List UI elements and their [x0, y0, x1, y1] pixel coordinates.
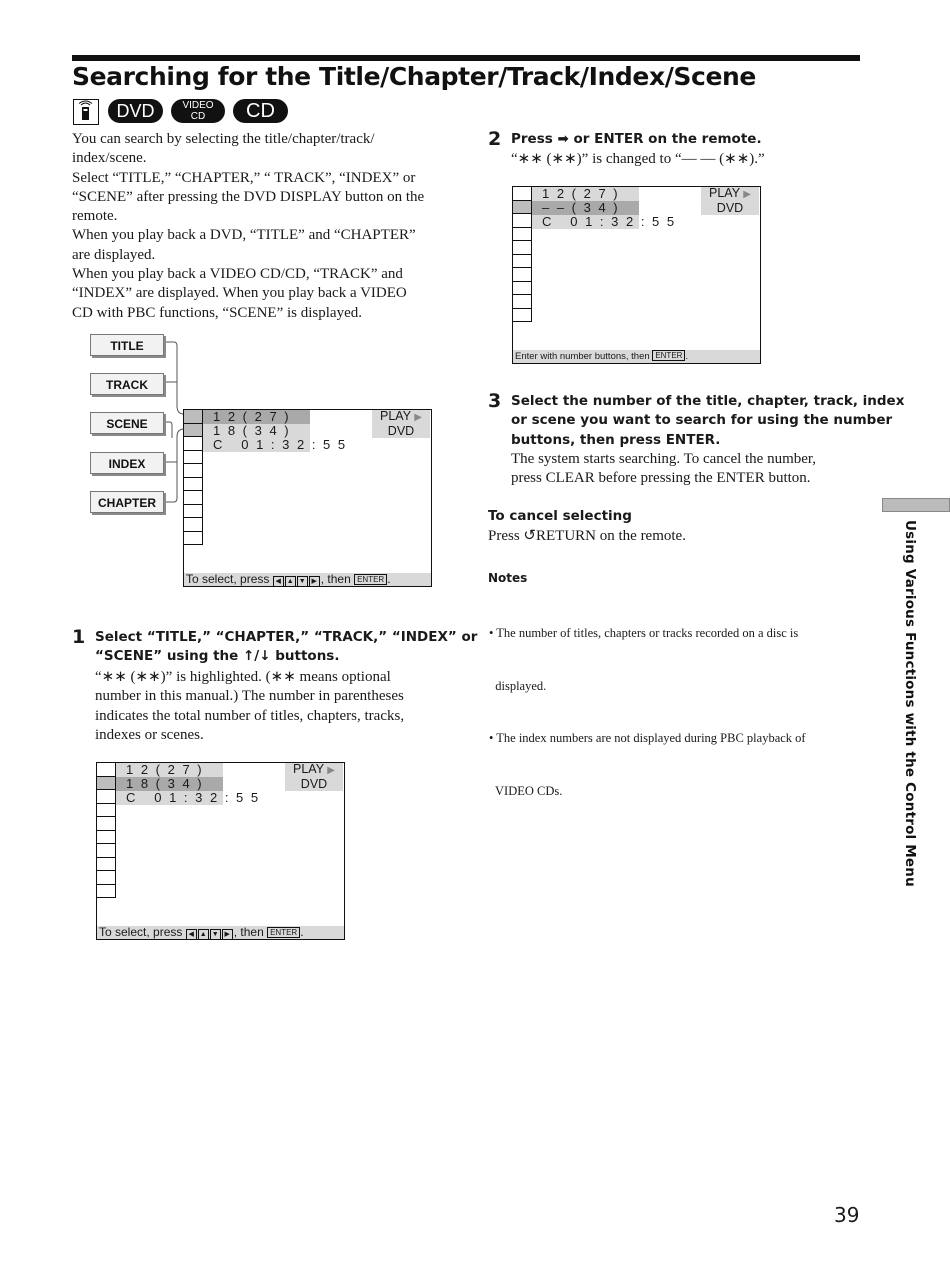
step-number: 3 [488, 390, 502, 412]
chapter-line: 1 8 ( 3 4 ) [203, 424, 310, 438]
intro-line: are displayed. [72, 246, 156, 263]
video-cd-badge-line1: VIDEO [182, 100, 214, 111]
step3-body-line: The system starts searching. To cancel the number, [511, 451, 817, 467]
note-line: • The number of titles, chapters or tracks recorded on a disc is [489, 626, 799, 640]
step1-heading-line: “SCENE” using the ↑/↓ buttons. [95, 648, 340, 665]
up-arrow-key-icon: ▲ [285, 576, 296, 587]
down-arrow-key-icon: ▼ [210, 929, 221, 940]
video-cd-badge [171, 99, 225, 123]
up-arrow-key-icon: ▲ [198, 929, 209, 940]
step2-heading: Press ➡ or ENTER on the remote. [511, 131, 762, 147]
index-button: INDEX [90, 452, 164, 474]
notes-list [489, 590, 806, 818]
chapter-line: – – ( 3 4 ) [532, 201, 639, 215]
step3-heading-line: Select the number of the title, chapter, track, index [511, 393, 905, 409]
hint-text: , then [233, 925, 264, 939]
note-line: VIDEO CDs. [489, 783, 563, 798]
mode-label: DVD [716, 200, 744, 215]
menu-icon-column [97, 763, 116, 898]
intro-line: You can search by selecting the title/chapter/track/ [72, 131, 375, 147]
hint-text: , then [320, 572, 351, 586]
step2-body: “∗∗ (∗∗)” is changed to “— — (∗∗).” [511, 151, 765, 167]
hint-period: . [387, 572, 391, 586]
screen-hint-bar [513, 350, 760, 363]
enter-key-icon: ENTER [652, 350, 685, 361]
step1-body-line: indicates the total number of titles, chapters, tracks, [95, 707, 405, 724]
step3-heading [511, 392, 904, 450]
cancel-text: Press ↺RETURN on the remote. [488, 528, 686, 544]
note-line: displayed. [489, 678, 547, 693]
step1-body [95, 668, 404, 745]
title-line: 1 2 ( 2 7 ) [203, 410, 310, 424]
intro-line: When you play back a VIDEO CD/CD, “TRACK” and [72, 266, 403, 283]
right-arrow-key-icon: ▶ [222, 929, 233, 940]
enter-key-icon: ENTER [267, 927, 300, 938]
down-arrow-key-icon: ▼ [297, 576, 308, 587]
step1-screen [96, 762, 345, 940]
intro-line: index/scene. [72, 150, 147, 167]
step3-body-line: press CLEAR before pressing the ENTER button. [511, 470, 811, 487]
mode-label: DVD [300, 776, 328, 791]
video-cd-badge-line2: CD [190, 111, 206, 122]
dvd-badge: DVD [108, 99, 163, 123]
title-line: 1 2 ( 2 7 ) [116, 763, 223, 777]
mode-label: DVD [387, 423, 415, 438]
time-line: C 0 1 : 3 2 : 5 5 [116, 791, 223, 805]
step1-body-line: “∗∗ (∗∗)” is highlighted. (∗∗ means optional [95, 669, 391, 685]
step1-heading [95, 628, 477, 667]
side-tab-label: Using Various Functions with the Control Menu [902, 520, 918, 887]
remote-icon [73, 99, 99, 125]
intro-line: CD with PBC functions, “SCENE” is displayed. [72, 304, 362, 321]
time-line: C 0 1 : 3 2 : 5 5 [532, 215, 639, 229]
intro-line: Select “TITLE,” “CHAPTER,” “ TRACK”, “INDEX” or [72, 169, 416, 186]
enter-key-icon: ENTER [354, 574, 387, 585]
scene-button: SCENE [90, 412, 164, 434]
play-label: PLAY [293, 762, 324, 776]
track-button: TRACK [90, 373, 164, 395]
intro-paragraph [72, 130, 424, 323]
note-line: • The index numbers are not displayed during PBC playback of [489, 731, 806, 745]
chapter-button: CHAPTER [90, 491, 164, 513]
left-arrow-key-icon: ◀ [273, 576, 284, 587]
hint-text: To select, press [186, 572, 270, 586]
chapter-line: 1 8 ( 3 4 ) [116, 777, 223, 791]
step3-heading-line: buttons, then press ENTER. [511, 431, 721, 448]
menu-icon-column [513, 187, 532, 322]
step-number: 1 [72, 626, 86, 648]
hint-period: . [300, 925, 304, 939]
play-icon: ▶ [414, 412, 422, 423]
screen-hint-bar [184, 573, 431, 586]
page-number: 39 [834, 1203, 860, 1227]
play-label: PLAY [709, 186, 740, 200]
step1-body-line: indexes or scenes. [95, 726, 204, 743]
play-icon: ▶ [743, 189, 751, 200]
play-status [285, 763, 343, 791]
right-arrow-key-icon: ▶ [309, 576, 320, 587]
step3-body [511, 450, 816, 489]
control-menu-screen [183, 409, 432, 587]
intro-line: “SCENE” after pressing the DVD DISPLAY button on the [72, 188, 425, 205]
top-rule [72, 55, 860, 61]
intro-line: When you play back a DVD, “TITLE” and “CHAPTER” [72, 227, 416, 244]
time-line: C 0 1 : 3 2 : 5 5 [203, 438, 310, 452]
side-tab-marker [882, 498, 950, 512]
left-arrow-key-icon: ◀ [186, 929, 197, 940]
intro-line: remote. [72, 208, 118, 225]
step1-body-line: number in this manual.) The number in parentheses [95, 688, 404, 705]
step1-heading-line: Select “TITLE,” “CHAPTER,” “TRACK,” “INDEX” or [95, 629, 478, 645]
title-button: TITLE [90, 334, 164, 356]
step3-heading-line: or scene you want to search for using the number [511, 412, 893, 429]
hint-text: To select, press [99, 925, 183, 939]
hint-text: Enter with number buttons, then [515, 351, 650, 362]
page-title: Searching for the Title/Chapter/Track/Index/Scene [72, 62, 756, 91]
play-status [701, 187, 759, 215]
cancel-heading: To cancel selecting [488, 508, 632, 524]
cd-badge: CD [233, 99, 288, 123]
step-number: 2 [488, 128, 502, 150]
play-icon: ▶ [327, 765, 335, 776]
step2-screen [512, 186, 761, 364]
menu-icon-column [184, 410, 203, 545]
title-line: 1 2 ( 2 7 ) [532, 187, 639, 201]
play-status [372, 410, 430, 438]
notes-heading: Notes [488, 571, 528, 585]
intro-line: “INDEX” are displayed. When you play back a VIDEO [72, 285, 407, 302]
play-label: PLAY [380, 409, 411, 423]
hint-period: . [685, 351, 689, 362]
screen-hint-bar [97, 926, 344, 939]
